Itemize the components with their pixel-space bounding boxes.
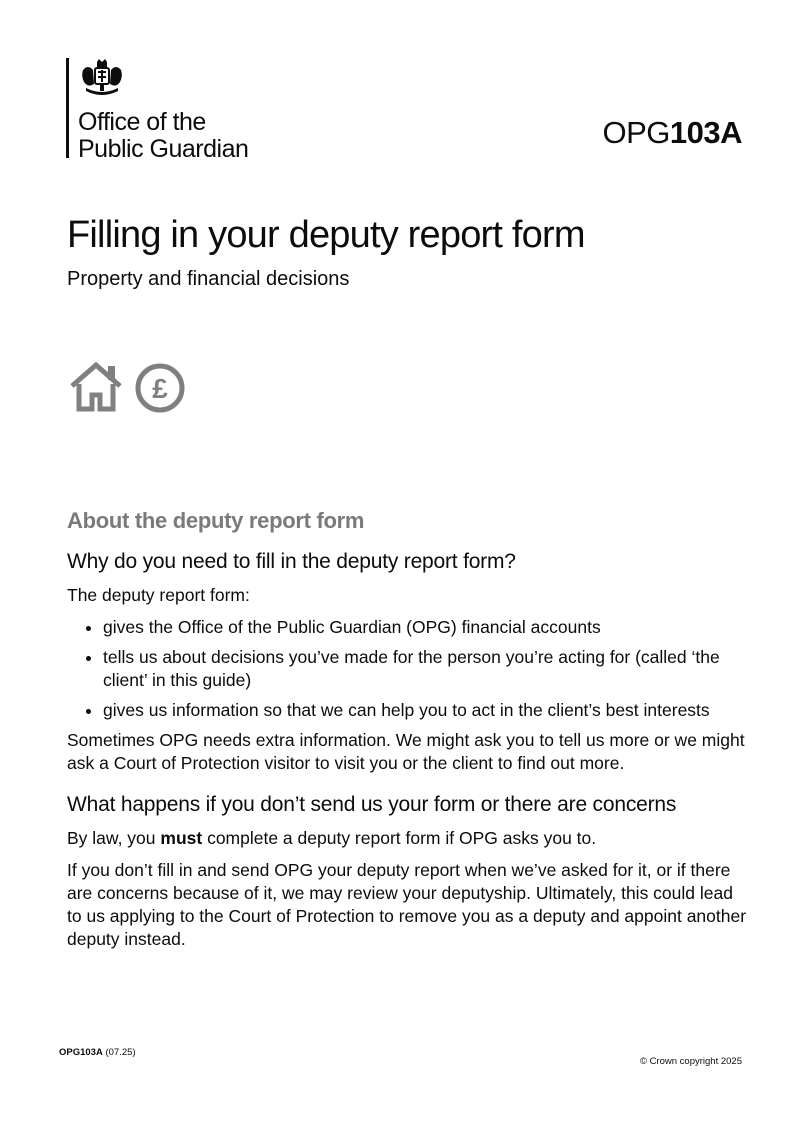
why-bullet-list: [67, 616, 747, 722]
opg-logo: [66, 58, 249, 163]
topic-icons: [68, 362, 186, 414]
main-content: [67, 508, 747, 960]
concerns-paragraph-1: [67, 827, 747, 850]
why-heading: Why do you need to fill in the deputy report form?: [67, 550, 516, 573]
page-subtitle: Property and financial decisions: [67, 268, 350, 290]
footer-version: (07.25): [102, 1047, 136, 1058]
form-code: [602, 115, 742, 151]
org-name-line1: Office of the: [78, 108, 206, 136]
list-item: • gives the Office of the Public Guardian (OPG) financial accounts: [103, 616, 747, 639]
why-intro: The deputy report form:: [67, 585, 250, 605]
list-item: • gives us information so that we can help you to act in the client’s best interests: [103, 699, 747, 722]
footer-code: OPG103A: [59, 1047, 103, 1058]
section-heading: About the deputy report form: [67, 508, 365, 533]
footer-form-code: [59, 1047, 136, 1058]
pound-coin-icon: [134, 362, 186, 414]
house-icon: [68, 362, 124, 412]
page-title: Filling in your deputy report form: [67, 214, 585, 256]
org-name-line2: Public Guardian: [78, 135, 249, 163]
text: complete a deputy report form if OPG asks you to.: [202, 828, 597, 848]
form-code-number: 103A: [669, 115, 742, 150]
text: By law, you: [67, 828, 161, 848]
list-item: • tells us about decisions you’ve made for the person you’re acting for (called ‘the client’ in this guide): [103, 646, 747, 692]
royal-crest-icon: [78, 58, 126, 102]
concerns-paragraph-2: If you don’t fill in and send OPG your deputy report when we’ve asked for it, or if there are concerns because of it, we may review your deputyship. Ultimately, this could lead to us applying to the Court of Protection to remove you as a deputy and appoint another deputy instead.: [67, 860, 747, 949]
footer-copyright: © Crown copyright 2025: [639, 1056, 742, 1067]
why-extra-info: Sometimes OPG needs extra information. We might ask you to tell us more or we might ask a Court of Protection visitor to visit you or the client to find out more.: [67, 730, 745, 773]
form-code-prefix: OPG: [602, 115, 670, 150]
concerns-heading: What happens if you don’t send us your form or there are concerns: [67, 793, 677, 816]
emphasis: must: [160, 828, 203, 848]
svg-text:£: £: [152, 373, 168, 404]
